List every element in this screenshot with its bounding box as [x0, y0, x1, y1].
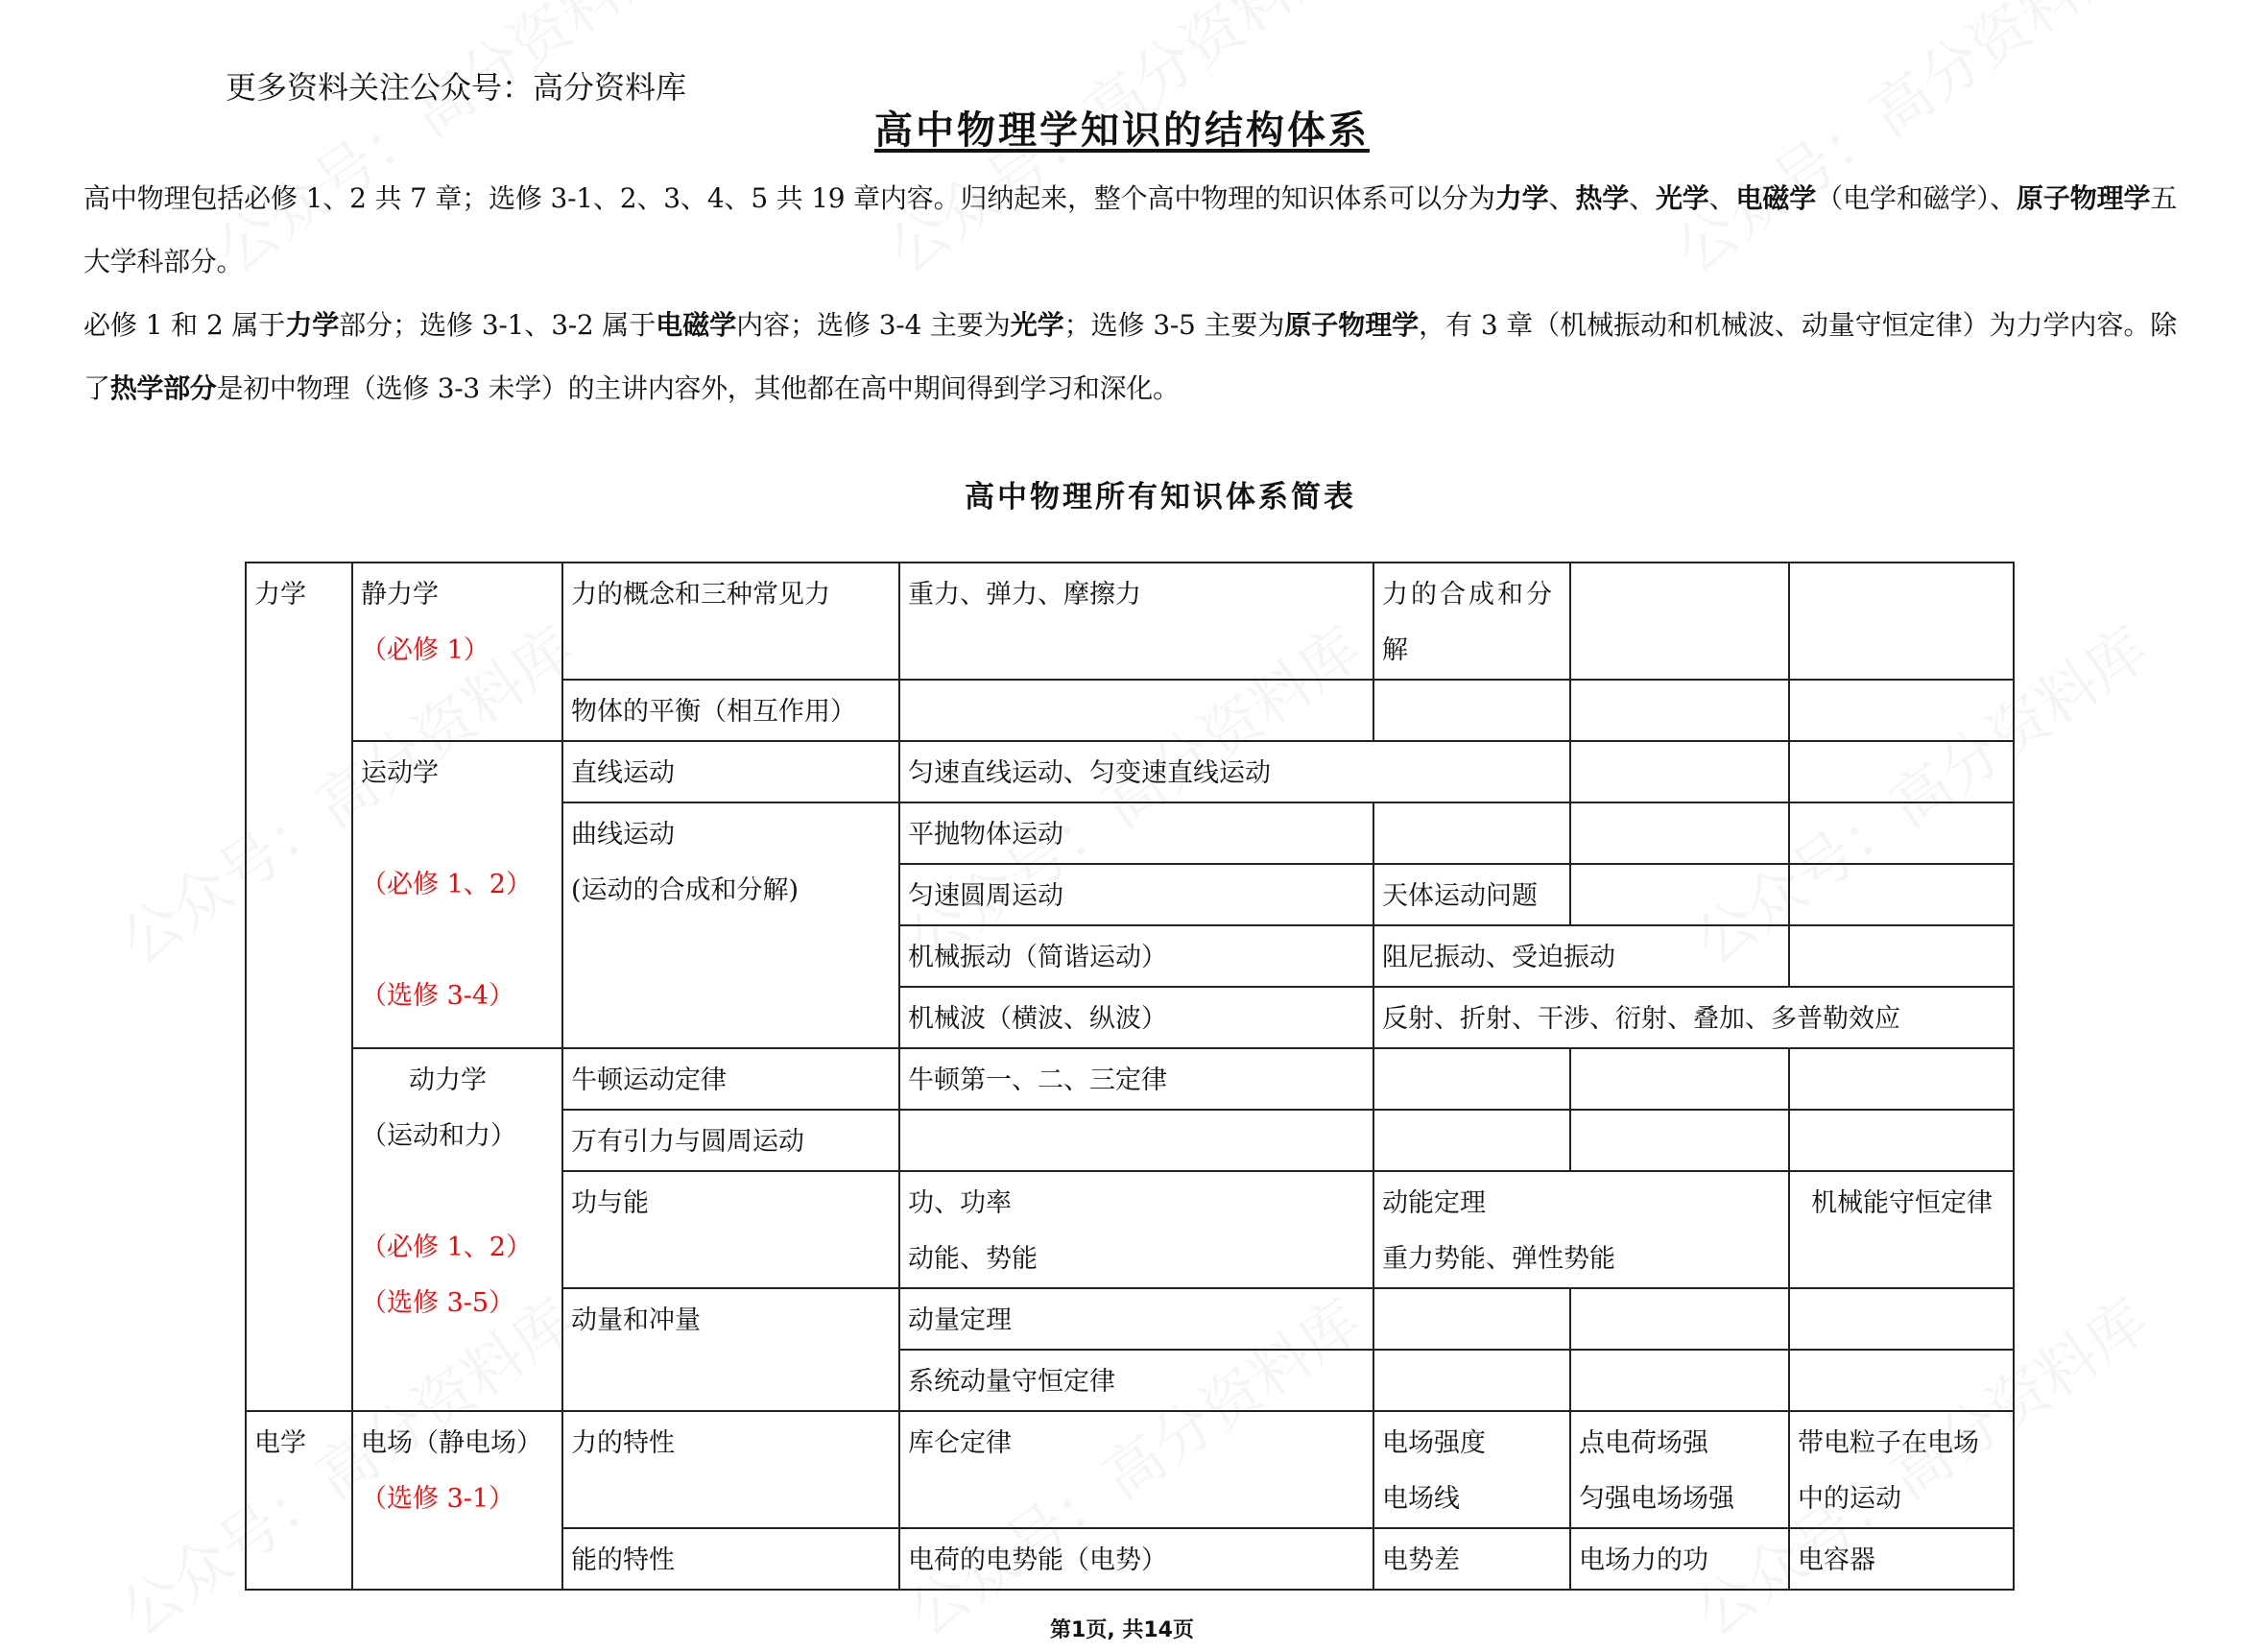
cell-text: 重力、弹力、摩擦力: [908, 580, 1141, 610]
cell-text: 能的特性: [571, 1545, 675, 1575]
empty-cell: [1570, 1048, 1789, 1110]
cell-text: 曲线运动: [571, 820, 675, 850]
empty-cell: [1373, 680, 1570, 741]
cell-text: 机械波（横波、纵波）: [908, 1004, 1167, 1034]
text: 五大学科部分。: [84, 182, 2178, 277]
cell-text: 平抛物体运动: [908, 820, 1063, 850]
empty-cell: [1570, 1350, 1789, 1411]
empty-cell: [1373, 1350, 1570, 1411]
text: 、: [1548, 182, 1576, 214]
table-cell: [1373, 864, 1570, 925]
empty-cell: [1789, 1350, 2014, 1411]
table-cell: [562, 680, 899, 741]
empty-cell: [1570, 563, 1789, 680]
table-cell: [899, 925, 1373, 987]
cell-text: 电学: [254, 1428, 306, 1458]
text: 必修 1 和 2 属于: [84, 309, 286, 341]
cell-text: 带电粒子在电场: [1798, 1428, 1979, 1458]
table-cell: [899, 1350, 1373, 1411]
text: ；选修 3-5 主要为: [1063, 309, 1285, 341]
cell-text: 机械振动（简谐运动）: [908, 943, 1167, 972]
course-note: （必修 1）: [361, 635, 489, 665]
cell-text: 力学: [254, 580, 306, 610]
empty-cell: [1570, 802, 1789, 864]
text: ，有 3 章（机械振动和机械波、动量守恒定律）为力学内容。除了: [84, 309, 2177, 404]
empty-cell: [1570, 741, 1789, 802]
cell-text: 电容器: [1798, 1545, 1875, 1575]
table-cell: [1373, 1528, 1570, 1590]
table-title: 高中物理所有知识体系简表: [965, 480, 1356, 515]
subject-electricity: [246, 1411, 352, 1590]
bold-text: 电磁学: [656, 309, 737, 341]
bold-text: 光学: [1655, 182, 1709, 214]
branch-kinematics: [352, 741, 562, 1048]
text: 是初中物理（选修 3-3 未学）的主讲内容外，其他都在高中期间得到学习和深化。: [216, 372, 1180, 404]
cell-text: 运动学: [361, 758, 439, 788]
cell-text: 直线运动: [571, 758, 675, 788]
branch-statics: [352, 563, 562, 741]
table-cell: [899, 987, 1373, 1048]
table-cell: [562, 1171, 899, 1288]
table-cell: [899, 741, 1570, 802]
table-cell: [899, 1048, 1373, 1110]
table-cell: [899, 1411, 1373, 1528]
empty-cell: [1789, 1048, 2014, 1110]
cell-text: 电势差: [1382, 1545, 1460, 1575]
cell-text: 电荷的电势能（电势）: [908, 1545, 1167, 1575]
branch-dynamics: [352, 1048, 562, 1411]
cell-text: 功、功率: [908, 1188, 1012, 1218]
bold-text: 电磁学: [1735, 182, 1817, 214]
text: 内容；选修 3-4 主要为: [736, 309, 1011, 341]
cell-text: 力的概念和三种常见力: [571, 580, 830, 610]
bold-text: 力学: [285, 309, 340, 341]
table-cell: [899, 563, 1373, 680]
page-title: [0, 100, 2244, 155]
cell-text: 动能定理: [1382, 1188, 1486, 1218]
text: 高中物理包括必修 1、2 共 7 章；选修 3-1、2、3、4、5 共 19 章内容。归纳起来，整个高中物理的知识体系可以分为: [84, 182, 1495, 214]
table-cell: [899, 1528, 1373, 1590]
empty-cell: [1570, 864, 1789, 925]
table-cell: [562, 1048, 899, 1110]
cell-text: 电场线: [1382, 1484, 1460, 1514]
table-cell: [562, 741, 899, 802]
document-body: [0, 167, 2244, 1644]
cell-text: 牛顿运动定律: [571, 1065, 727, 1095]
table-cell: [1373, 987, 2014, 1048]
table-cell: [899, 1288, 1373, 1350]
course-note: （选修 3-5）: [361, 1288, 515, 1318]
bold-text: 热学部分: [109, 372, 217, 404]
cell-text: 库仑定律: [908, 1428, 1012, 1458]
table-cell: [1373, 563, 1570, 680]
cell-text: 天体运动问题: [1382, 881, 1538, 911]
empty-cell: [1789, 680, 2014, 741]
table-cell: [562, 563, 899, 680]
table-cell: [1789, 1171, 2014, 1288]
empty-cell: [1373, 1288, 1570, 1350]
empty-cell: [1373, 802, 1570, 864]
table-cell: [562, 1110, 899, 1171]
table-cell: [899, 802, 1373, 864]
empty-cell: [1570, 680, 1789, 741]
cell-text: 反射、折射、干涉、衍射、叠加、多普勒效应: [1382, 1004, 1900, 1034]
text: 、: [1629, 182, 1656, 214]
empty-cell: [1789, 563, 2014, 680]
table-cell: [562, 1528, 899, 1590]
text: 、: [1708, 182, 1736, 214]
bold-text: 原子物理学: [2017, 182, 2151, 214]
cell-text: 万有引力与圆周运动: [571, 1127, 804, 1157]
course-note: （必修 1、2）: [361, 1233, 532, 1262]
course-note: （选修 3-4）: [361, 981, 515, 1011]
cell-text: 动量定理: [908, 1305, 1012, 1335]
cell-text: 动能、势能: [908, 1244, 1038, 1274]
cell-text: 力的合成和分: [1382, 580, 1555, 610]
table-cell: [562, 1288, 899, 1411]
bold-text: 原子物理学: [1284, 309, 1420, 341]
table-cell: [899, 1171, 1373, 1288]
bold-text: 力学: [1494, 182, 1549, 214]
cell-text: 匀速直线运动、匀变速直线运动: [908, 758, 1271, 788]
physics-knowledge-table: [245, 562, 2015, 1591]
empty-cell: [1789, 925, 2014, 987]
cell-text: 电场（静电场）: [361, 1428, 542, 1458]
page-number: 第1页, 共14页: [1050, 1618, 1194, 1642]
cell-text: 功与能: [571, 1188, 649, 1218]
cell-text: 阻尼振动、受迫振动: [1382, 943, 1615, 972]
empty-cell: [899, 1110, 1373, 1171]
cell-text: 牛顿第一、二、三定律: [908, 1065, 1167, 1095]
empty-cell: [899, 680, 1373, 741]
cell-text: 力的特性: [571, 1428, 675, 1458]
cell-text: 动力学: [409, 1065, 487, 1095]
cell-text: 电场力的功: [1579, 1545, 1708, 1575]
table-cell: [1373, 1411, 1570, 1528]
empty-cell: [1789, 802, 2014, 864]
text: （电学和磁学）、: [1816, 182, 2017, 214]
cell-text: 动量和冲量: [571, 1305, 701, 1335]
text: 部分；选修 3-1、3-2 属于: [339, 309, 656, 341]
empty-cell: [1570, 1110, 1789, 1171]
cell-text: 静力学: [361, 580, 439, 610]
cell-text: 点电荷场强: [1579, 1428, 1708, 1458]
branch-electric-field: [352, 1411, 562, 1590]
empty-cell: [1570, 1288, 1789, 1350]
cell-text: 系统动量守恒定律: [908, 1367, 1115, 1397]
table-cell: [899, 864, 1373, 925]
cell-text: 电场强度: [1382, 1428, 1486, 1458]
table-cell: [1570, 1411, 1789, 1528]
empty-cell: [1789, 741, 2014, 802]
course-note: （必修 1、2）: [361, 870, 532, 899]
empty-cell: [1373, 1110, 1570, 1171]
empty-cell: [1373, 1048, 1570, 1110]
cell-text: 重力势能、弹性势能: [1382, 1244, 1615, 1274]
table-cell: [1570, 1528, 1789, 1590]
table-cell: [562, 802, 899, 1048]
cell-text: 机械能守恒定律: [1811, 1188, 1993, 1218]
bold-text: 热学: [1575, 182, 1630, 214]
wechat-notice: 更多资料关注公众号：高分资料库: [226, 69, 687, 106]
table-cell: [1789, 1411, 2014, 1528]
cell-text: 匀强电场场强: [1579, 1484, 1734, 1514]
cell-text: （运动和力）: [361, 1121, 516, 1151]
subject-mechanics: [246, 563, 352, 1411]
table-cell: [1789, 1528, 2014, 1590]
page-title-text: 高中物理学知识的结构体系: [874, 108, 1370, 153]
intro-paragraph-1: [84, 167, 2177, 294]
course-note: （选修 3-1）: [361, 1484, 515, 1514]
table-cell: [1373, 1171, 1789, 1288]
empty-cell: [1789, 864, 2014, 925]
empty-cell: [1789, 1288, 2014, 1350]
bold-text: 光学: [1010, 309, 1064, 341]
cell-text: 中的运动: [1798, 1484, 1901, 1514]
table-cell: [1373, 925, 1789, 987]
empty-cell: [1789, 1110, 2014, 1171]
cell-text: 物体的平衡（相互作用）: [571, 697, 856, 727]
cell-text: (运动的合成和分解): [571, 875, 800, 905]
cell-text: 解: [1382, 635, 1408, 665]
table-cell: [562, 1411, 899, 1528]
intro-paragraph-2: [84, 294, 2177, 420]
cell-text: 匀速圆周运动: [908, 881, 1063, 911]
